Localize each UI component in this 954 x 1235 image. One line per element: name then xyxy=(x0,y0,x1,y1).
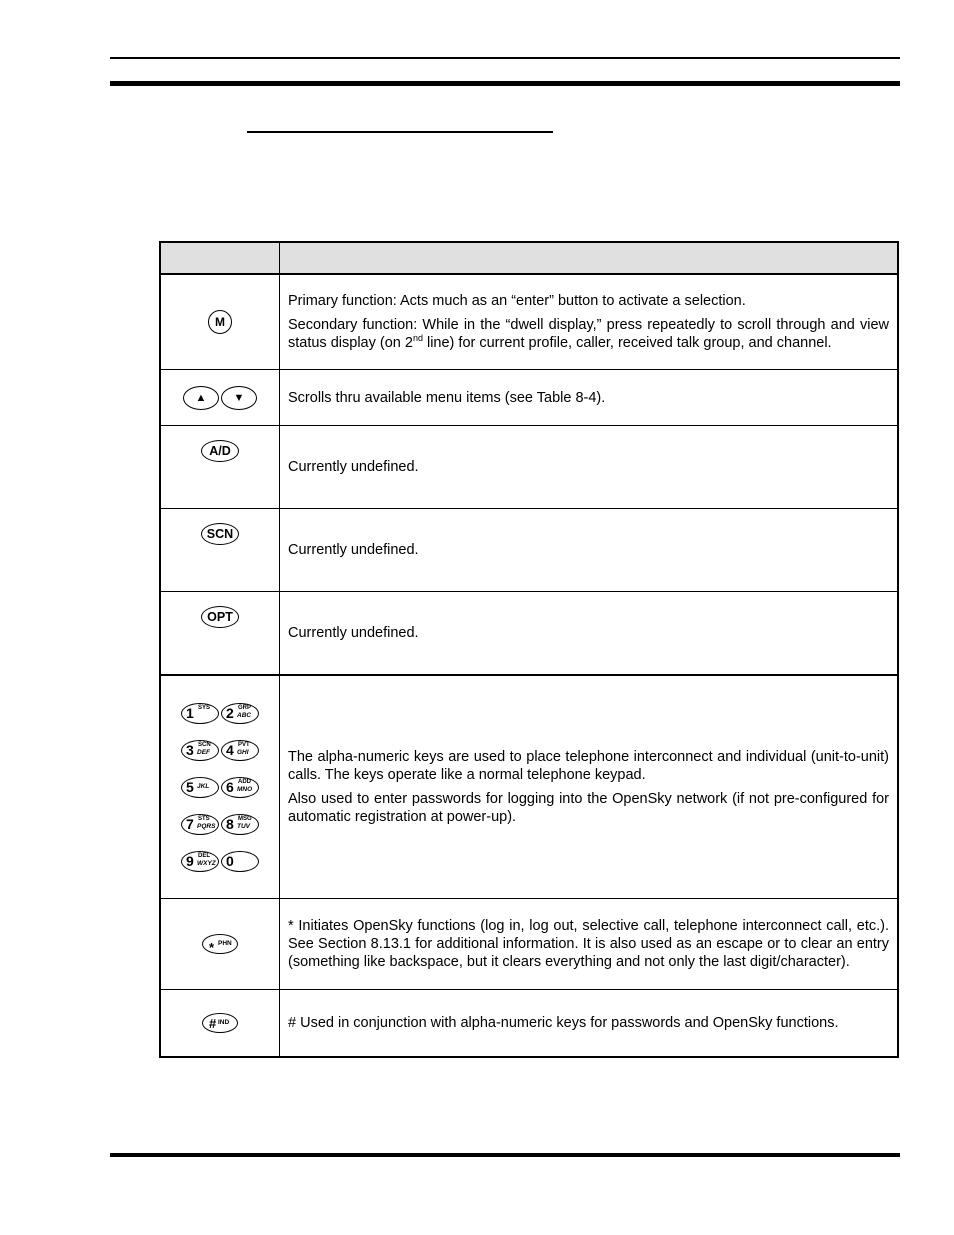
keypad-key-7-icon: 7 STS PQRS xyxy=(181,814,219,835)
description-cell xyxy=(280,675,899,899)
footer-rule xyxy=(110,1153,900,1157)
key-cell xyxy=(160,990,280,1058)
secondary-function-text: Secondary function: While in the “dwell display,” press repeatedly to scroll through and view status display (on 2nd line) for current profile, caller, received talk group, and channel. xyxy=(288,317,889,351)
keypad-key-2-icon: 2 GRP ABC xyxy=(221,703,259,724)
table-row xyxy=(160,592,898,676)
table-row xyxy=(160,370,898,426)
keypad-key-8-icon: 8 MSG TUV xyxy=(221,814,259,835)
header-description-column xyxy=(280,242,899,274)
option-key-icon: OPT xyxy=(201,606,239,628)
down-arrow-key-icon: ▼ xyxy=(221,386,257,410)
keypad-key-9-icon: 9 DEL WXYZ xyxy=(181,851,219,872)
section-heading-underline xyxy=(247,131,553,133)
star-phn-key-icon: * PHN xyxy=(202,934,238,954)
header-rule-thick xyxy=(110,81,900,86)
table-row xyxy=(160,426,898,509)
keypad-key-3-icon: 3 SCN DEF xyxy=(181,740,219,761)
keypad-key-6-icon: 6 ADD MNO xyxy=(221,777,259,798)
ad-key-icon: A/D xyxy=(201,440,239,462)
keypad-functions-table xyxy=(159,241,899,1058)
key-cell xyxy=(160,274,280,370)
header-rule-thin xyxy=(110,57,900,59)
description-cell: # Used in conjunction with alpha-numeric keys for passwords and OpenSky functions. xyxy=(280,990,899,1058)
key-cell xyxy=(160,370,280,426)
description-cell: * Initiates OpenSky functions (log in, log out, selective call, telephone interconnect call, etc.). See Section 8.13.1 for additional information. It is also used as an escape or to clear an entry (something like backspace, but it clears everything and not only the last digit/character). xyxy=(280,899,899,990)
key-cell xyxy=(160,899,280,990)
hash-ind-key-icon: # IND xyxy=(202,1013,238,1033)
alphanumeric-desc-2: Also used to enter passwords for logging into the OpenSky network (if not pre-configured for automatic registration at power-up). xyxy=(288,791,889,825)
up-arrow-key-icon: ▲ xyxy=(183,386,219,410)
table-row xyxy=(160,509,898,592)
table-header-row xyxy=(160,242,898,274)
table-row xyxy=(160,990,898,1058)
description-cell: Scrolls thru available menu items (see Table 8-4). xyxy=(280,370,899,426)
keypad-key-1-icon: 1 SYS xyxy=(181,703,219,724)
alphanumeric-keypad xyxy=(161,703,279,872)
key-cell xyxy=(160,592,280,676)
description-cell xyxy=(280,274,899,370)
header-key-column xyxy=(160,242,280,274)
table-row xyxy=(160,899,898,990)
keypad-key-4-icon: 4 PVT GHI xyxy=(221,740,259,761)
description-cell: Currently undefined. xyxy=(280,592,899,676)
alphanumeric-desc-1: The alpha-numeric keys are used to place telephone interconnect and individual (unit-to-unit) calls. The keys operate like a normal telephone keypad. xyxy=(288,749,889,783)
scan-key-icon: SCN xyxy=(201,523,239,545)
table-row xyxy=(160,274,898,370)
key-cell xyxy=(160,675,280,899)
keypad-key-5-icon: 5 JKL xyxy=(181,777,219,798)
table-row xyxy=(160,675,898,899)
description-cell: Currently undefined. xyxy=(280,509,899,592)
primary-function-text: Primary function: Acts much as an “enter” button to activate a selection. xyxy=(288,293,746,309)
key-cell xyxy=(160,509,280,592)
key-cell xyxy=(160,426,280,509)
keypad-key-0-icon: 0 xyxy=(221,851,259,872)
description-cell: Currently undefined. xyxy=(280,426,899,509)
menu-key-icon: M xyxy=(208,310,232,334)
